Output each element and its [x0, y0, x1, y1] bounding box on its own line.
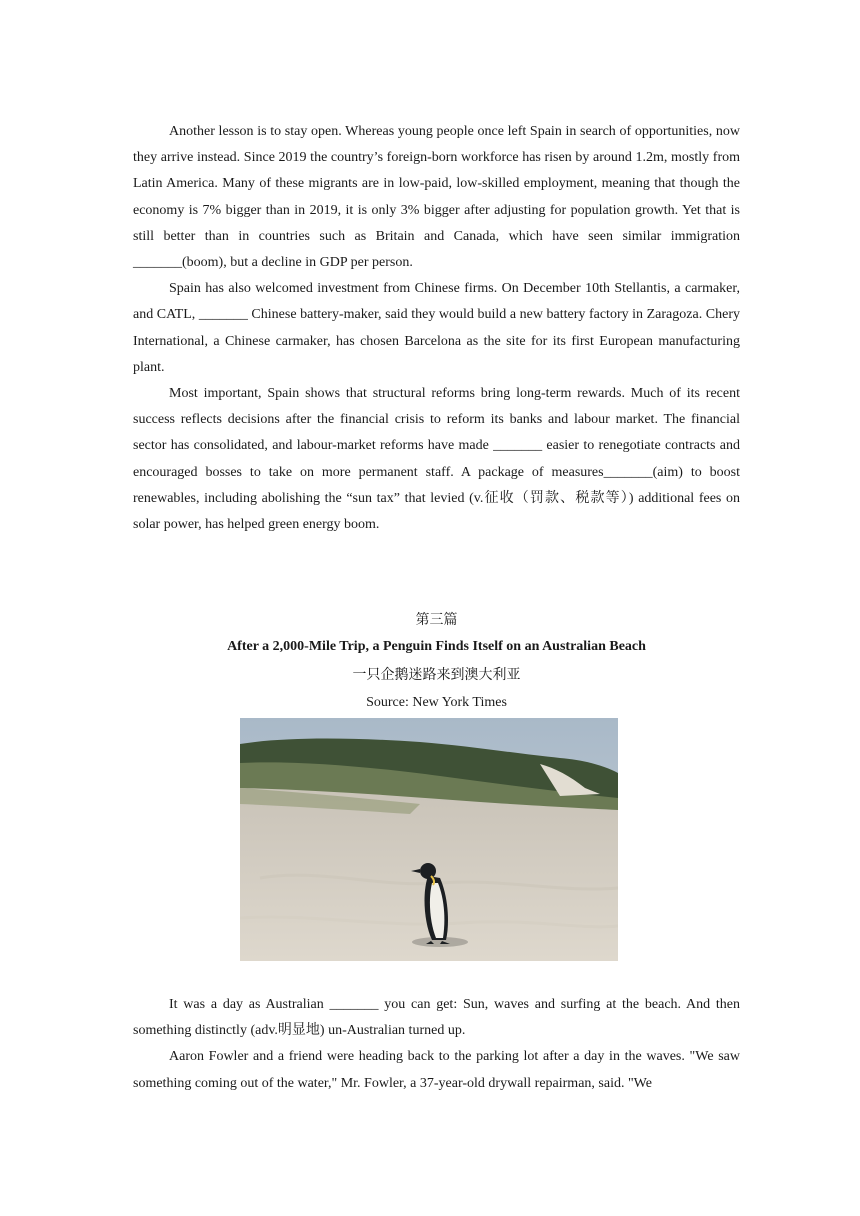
section1-body [133, 119, 740, 538]
section-label: 第三篇 [415, 612, 458, 628]
article-source: Source: New York Times [366, 695, 507, 710]
paragraph-structural-reforms: Most important, Spain shows that structural reforms bring long-term rewards. Much of its recent success reflects decisions after the financial crisis to reform its banks and labour market. The financial sector has consolidated, and labour-market reforms have made _______ easier to renegotiate contracts and encouraged bosses to take on more permanent staff. A package of measures_______(aim) to boost renewables, including abolishing the “sun tax” that levied (v.征收（罚款、税款等）) additional fees on solar power, has helped green energy boom. [133, 386, 740, 533]
section3-header [133, 607, 740, 717]
section3-body [133, 992, 740, 1097]
paragraph-chinese-investment: Spain has also welcomed investment from Chinese firms. On December 10th Stellantis, a carmaker, and CATL, _______ Chinese battery-maker, said they would build a new battery factory in Zaragoza. Chery International, a Chinese carmaker, has chosen Barcelona as the site for its first European manufacturing plant. [133, 281, 740, 375]
article-title-cn: 一只企鹅迷路来到澳大利亚 [352, 667, 521, 683]
paragraph-stay-open: Another lesson is to stay open. Whereas young people once left Spain in search of opportunities, now they arrive instead. Since 2019 the country’s foreign-born workforce has risen by around 1.2m, mostly from Latin America. Many of these migrants are in low-paid, low-skilled employment, meaning that though the economy is 7% bigger than in 2019, it is only 3% bigger after adjusting for population growth. Yet that is still better than in countries such as Britain and Canada, which have seen similar immigration _______(boom), but a decline in GDP per person. [133, 124, 740, 271]
penguin-beach-photo [240, 718, 618, 961]
paragraph-aaron-fowler: Aaron Fowler and a friend were heading back to the parking lot after a day in the waves. "We saw something coming out of the water," Mr. Fowler, a 37-year-old drywall repairman, said. "We [133, 1049, 740, 1091]
article-title: After a 2,000-Mile Trip, a Penguin Finds Itself on an Australian Beach [227, 639, 646, 654]
paragraph-australian-day: It was a day as Australian _______ you can get: Sun, waves and surfing at the beach. And then something distinctly (adv.明显地) un-Australian turned up. [133, 997, 740, 1039]
